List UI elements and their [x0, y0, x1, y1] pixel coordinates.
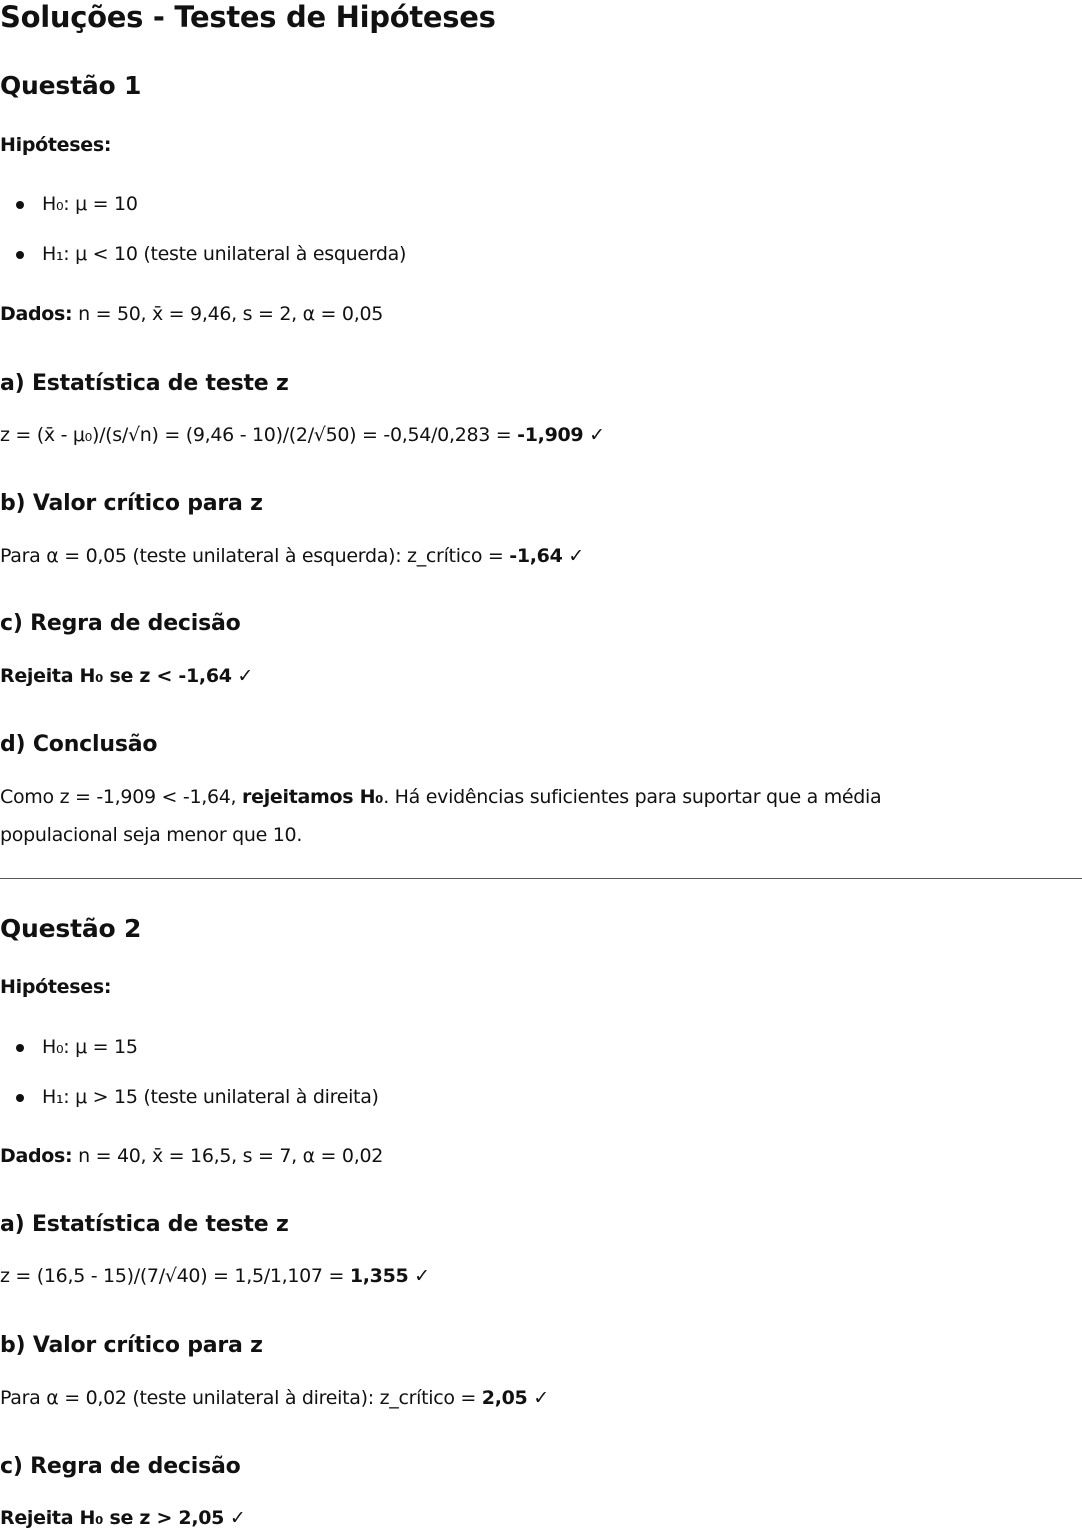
page-title: Soluções - Testes de Hipóteses — [0, 0, 496, 34]
q1-a-text: z = (x̄ - μ₀)/(s/√n) = (9,46 - 10)/(2/√50) = -0,54/0,283 = -1,909 ✓ — [0, 424, 605, 446]
check-icon: ✓ — [562, 545, 584, 567]
q1-hypotheses-label: Hipóteses: — [0, 134, 112, 156]
check-icon: ✓ — [231, 665, 254, 687]
list-item: H₁: μ > 15 (teste unilateral à direita) — [0, 1084, 379, 1134]
q1-a-heading: a) Estatística de teste z — [0, 371, 289, 396]
q1-b-text: Para α = 0,05 (teste unilateral à esquerda): z_crítico = -1,64 ✓ — [0, 545, 584, 567]
bullet-icon — [16, 251, 24, 259]
check-icon: ✓ — [583, 424, 605, 446]
list-item: H₀: μ = 15 — [0, 1034, 379, 1084]
q2-hypotheses-list — [0, 1034, 379, 1134]
q2-c-heading: c) Regra de decisão — [0, 1454, 241, 1479]
q1-d-conclusion: Como z = -1,909 < -1,64, rejeitamos H₀. Há evidências suficientes para suportar que a média populacional seja menor que 10. — [0, 786, 882, 846]
section-divider — [0, 878, 1082, 879]
list-item: H₁: μ < 10 (teste unilateral à esquerda) — [0, 241, 406, 291]
q2-data: Dados: n = 40, x̄ = 16,5, s = 7, α = 0,02 — [0, 1145, 384, 1167]
q1-data: Dados: n = 50, x̄ = 9,46, s = 2, α = 0,05 — [0, 303, 384, 325]
q1-hypotheses-list — [0, 191, 406, 291]
q1-c-heading: c) Regra de decisão — [0, 611, 241, 636]
q1-b-heading: b) Valor crítico para z — [0, 491, 263, 516]
bullet-icon — [16, 1094, 24, 1102]
q1-c-rule: Rejeita H₀ se z < -1,64 ✓ — [0, 665, 254, 687]
question-2-heading: Questão 2 — [0, 914, 142, 943]
check-icon: ✓ — [527, 1387, 549, 1409]
q2-c-rule: Rejeita H₀ se z > 2,05 ✓ — [0, 1507, 246, 1529]
q2-b-text: Para α = 0,02 (teste unilateral à direita): z_crítico = 2,05 ✓ — [0, 1387, 549, 1409]
q1-d-heading: d) Conclusão — [0, 732, 158, 757]
question-1-heading: Questão 1 — [0, 71, 142, 100]
bullet-icon — [16, 201, 24, 209]
bullet-icon — [16, 1044, 24, 1052]
check-icon: ✓ — [408, 1265, 430, 1287]
check-icon: ✓ — [224, 1507, 246, 1529]
q2-a-heading: a) Estatística de teste z — [0, 1212, 289, 1237]
q2-b-heading: b) Valor crítico para z — [0, 1333, 263, 1358]
q2-hypotheses-label: Hipóteses: — [0, 976, 112, 998]
list-item: H₀: μ = 10 — [0, 191, 406, 241]
q2-a-text: z = (16,5 - 15)/(7/√40) = 1,5/1,107 = 1,355 ✓ — [0, 1265, 430, 1287]
